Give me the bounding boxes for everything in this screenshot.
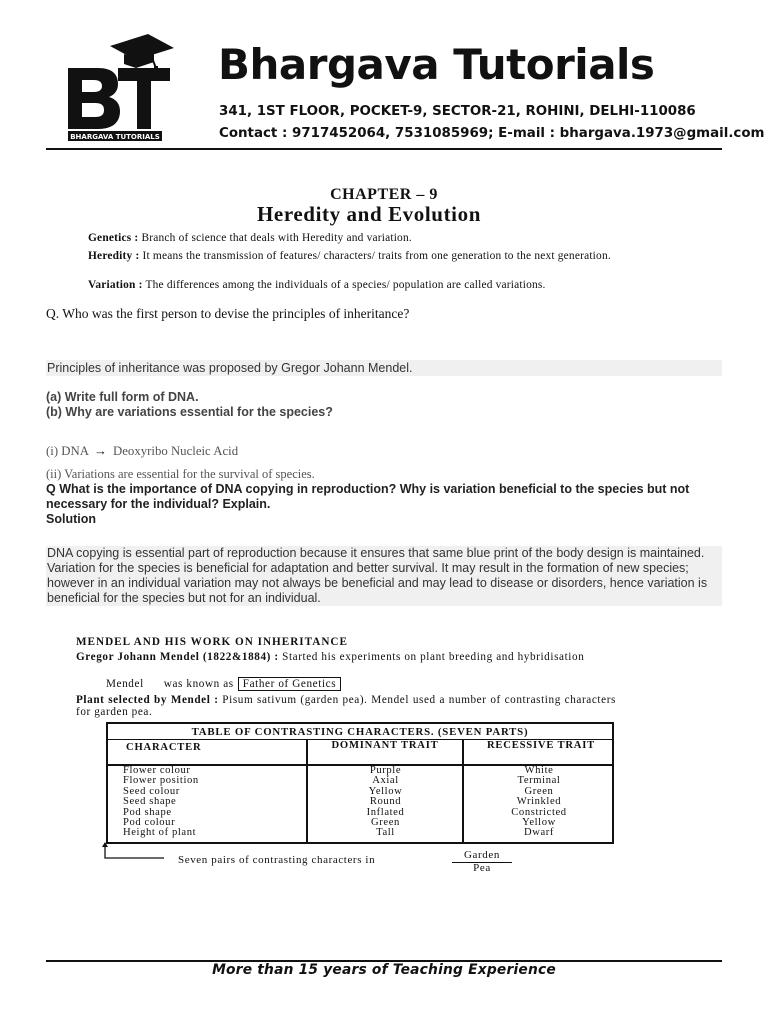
table-cell: Inflated xyxy=(366,806,405,818)
answer-dna-full-form: (i) DNA → Deoxyribo Nucleic Acid xyxy=(46,443,239,458)
table-cell: Wrinkled xyxy=(516,796,562,808)
definition-genetics: Genetics : Branch of science that deals with Heredity and variation. xyxy=(88,232,412,244)
table-caption: TABLE OF CONTRASTING CHARACTERS. (SEVEN PARTS) xyxy=(108,724,612,740)
question-dna-copying: Q What is the importance of DNA copying in reproduction? Why is variation beneficial to the species but not necessary for the individual? Explain. Solution xyxy=(46,482,722,527)
solution-label: Solution xyxy=(46,512,96,526)
definition-variation: Variation : The differences among the individuals of a species/ population are called variations. xyxy=(88,279,546,291)
arrow-icon: → xyxy=(94,443,108,458)
contrasting-characters-table xyxy=(106,722,614,844)
header-divider xyxy=(46,148,722,150)
seven-pairs-note: Seven pairs of contrasting characters in xyxy=(178,854,376,866)
question-dna-variation: (a) Write full form of DNA. (b) Why are variations essential for the species? xyxy=(46,390,333,419)
footer-tagline: More than 15 years of Teaching Experience xyxy=(212,962,556,978)
table-cell: Flower colour xyxy=(123,765,191,776)
table-header-character: CHARACTER xyxy=(126,742,202,753)
table-cell: Axial xyxy=(372,775,399,787)
table-cell: Height of plant xyxy=(123,827,197,839)
mendel-bio: Gregor Johann Mendel (1822&1884) : Started his experiments on plant breeding and hybridisation xyxy=(76,651,585,663)
chapter-title: Heredity and Evolution xyxy=(256,202,481,226)
table-header-recessive: RECESSIVE TRAIT xyxy=(486,740,596,751)
answer-dna-copying: DNA copying is essential part of reproduction because it ensures that same blue print of the body design is maintained. Variation for the species is beneficial for adaptation and better survival. It may result in the formation of new species; however in an individual variation may not always be beneficial and may lead to disease or disorders, hence variation is beneficial for the species but not for an individual. xyxy=(46,546,722,606)
question-inheritance: Q. Who was the first person to devise the principles of inheritance? xyxy=(46,306,410,321)
table-cell: Flower position xyxy=(123,775,199,787)
answer-variation: (ii) Variations are essential for the survival of species. xyxy=(46,467,315,481)
table-cell: Green xyxy=(371,817,400,829)
bracket-arrow-icon xyxy=(102,842,164,860)
table-cell: Constricted xyxy=(511,806,567,818)
brand-address: 341, 1ST FLOOR, POCKET-9, SECTOR-21, ROHINI, DELHI-110086 xyxy=(219,104,696,119)
table-column-character xyxy=(123,766,199,839)
svg-text:BHARGAVA TUTORIALS: BHARGAVA TUTORIALS xyxy=(70,133,160,141)
table-cell: Pod shape xyxy=(123,806,172,818)
mendel-plant-selected: Plant selected by Mendel : Pisum sativum (garden pea). Mendel used a number of contrasting characters for garden pea. xyxy=(76,694,616,718)
table-cell: Tall xyxy=(376,827,395,839)
table-cell: Green xyxy=(524,785,554,797)
table-cell: Seed shape xyxy=(123,796,177,808)
definition-heredity: Heredity : It means the transmission of features/ characters/ traits from one generation to the next generation. xyxy=(88,250,611,262)
brand-title: Bhargava Tutorials xyxy=(218,40,655,89)
table-cell: Pod colour xyxy=(123,817,176,829)
table-cell: White xyxy=(524,765,554,776)
chapter-number: CHAPTER – 9 xyxy=(330,186,438,203)
mendel-father-of-genetics: Mendel was known as Father of Genetics xyxy=(106,678,341,690)
table-cell: Yellow xyxy=(368,785,403,797)
brand-contact: Contact : 9717452064, 7531085969; E-mail : bhargava.1973@gmail.com xyxy=(219,126,765,141)
bhargava-tutorials-logo xyxy=(62,30,174,142)
answer-inheritance: Principles of inheritance was proposed by Gregor Johann Mendel. xyxy=(46,360,722,376)
table-cell: Purple xyxy=(369,765,402,776)
table-cell: Yellow xyxy=(522,817,556,829)
table-cell: Terminal xyxy=(517,775,561,787)
table-cell: Dwarf xyxy=(523,827,555,839)
mendel-heading: MENDEL AND HIS WORK ON INHERITANCE xyxy=(76,636,348,648)
table-cell: Seed colour xyxy=(123,785,180,797)
table-cell: Round xyxy=(369,796,402,808)
table-column-recessive xyxy=(464,766,614,839)
table-header-dominant: DOMINANT TRAIT xyxy=(331,740,439,751)
table-column-dominant xyxy=(308,766,463,839)
garden-pea-fraction: Garden Pea xyxy=(452,850,512,874)
